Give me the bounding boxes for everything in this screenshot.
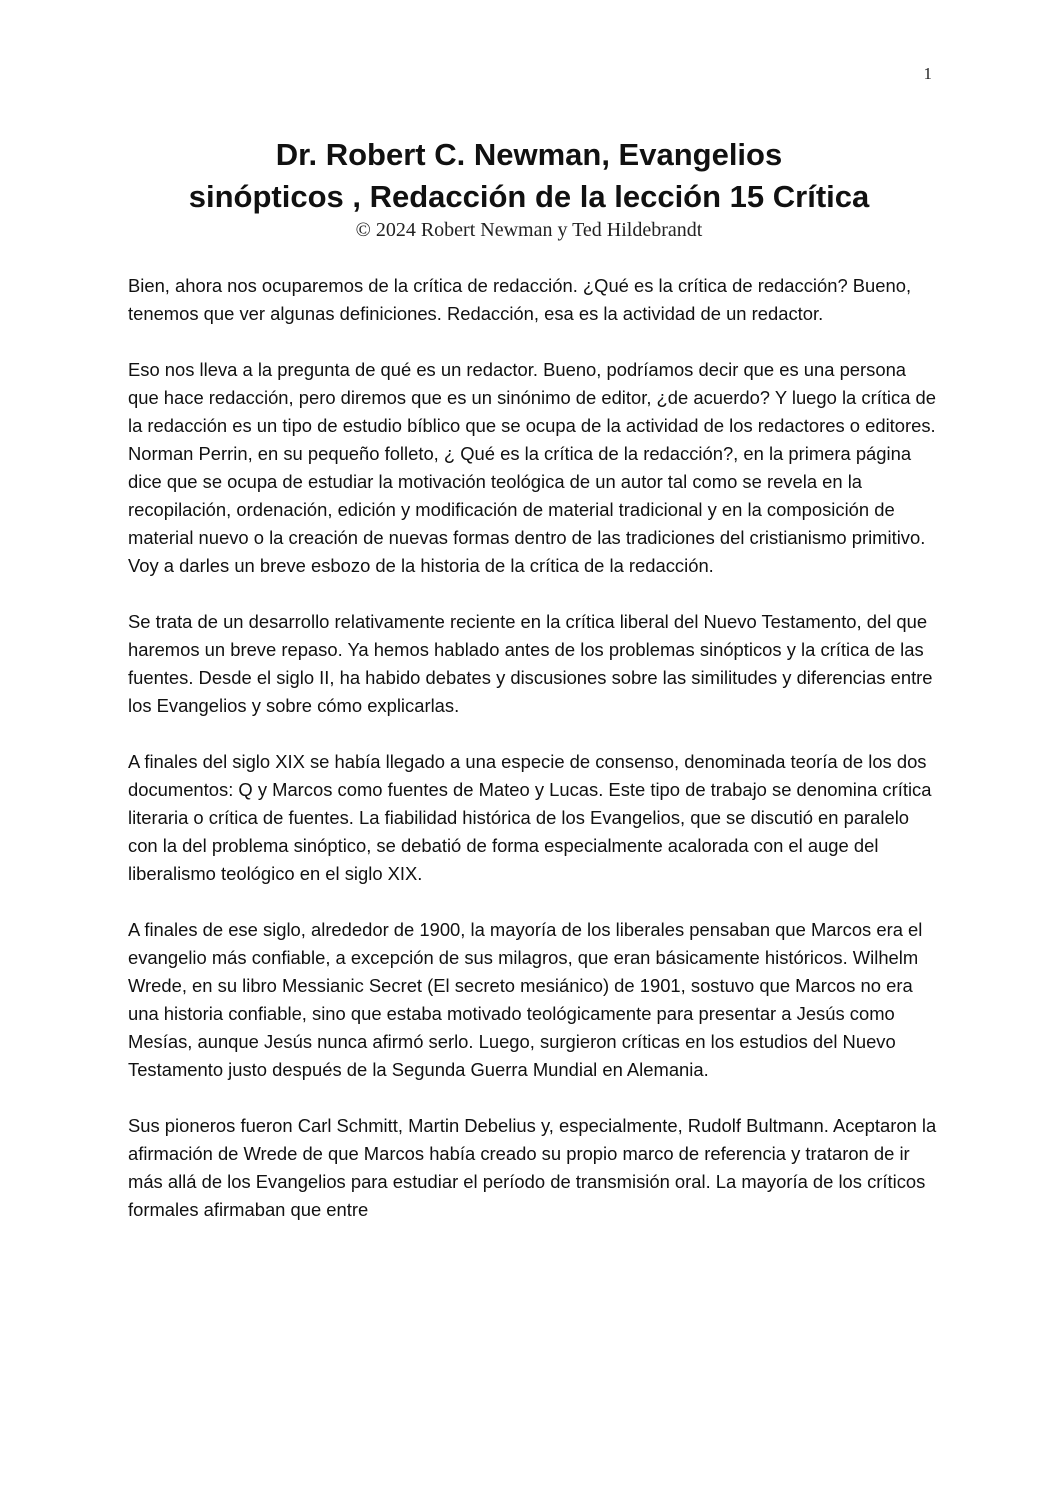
paragraph-6: Sus pioneros fueron Carl Schmitt, Martin Debelius y, especialmente, Rudolf Bultmann. Aceptaron la afirmación de Wrede de que Marcos había creado su propio marco de referencia y trataron de ir más allá de los Evangelios para estudiar el período de transmisión oral. La mayoría de los críticos formales afirmaban que entre [128, 1115, 937, 1220]
paragraph-2: Eso nos lleva a la pregunta de qué es un redactor. Bueno, podríamos decir que es una persona que hace redacción, pero diremos que es un sinónimo de editor, ¿de acuerdo? Y luego la crítica de la redacción es un tipo de estudio bíblico que se ocupa de la actividad de los redactores o editores. Norman Perrin, en su pequeño folleto, ¿ Qué es la crítica de la redacción?, en la primera página dice que se ocupa de estudiar la motivación teológica de un autor tal como se revela en la recopilación, ordenación, edición y modificación de material tradicional y en la composición de material nuevo o la creación de nuevas formas dentro de las tradiciones del cristianismo primitivo. Voy a darles un breve esbozo de la historia de la crítica de la redacción. [128, 359, 937, 576]
body-text [128, 272, 938, 1252]
paragraph-4: A finales del siglo XIX se había llegado a una especie de consenso, denominada teoría de los dos documentos: Q y Marcos como fuentes de Mateo y Lucas. Este tipo de trabajo se denomina crítica literaria o crítica de fuentes. La fiabilidad histórica de los Evangelios, que se discutió en paralelo con la del problema sinóptico, se debatió de forma especialmente acalorada con el auge del liberalismo teológico en el siglo XIX. [128, 751, 932, 884]
paragraph-1: Bien, ahora nos ocuparemos de la crítica de redacción. ¿Qué es la crítica de redacción? Bueno, tenemos que ver algunas definiciones. Redacción, esa es la actividad de un redactor. [128, 275, 912, 324]
copyright-line: © 2024 Robert Newman y Ted Hildebrandt [355, 219, 703, 241]
title-line-2: sinópticos , Redacción de la lección 15 Crítica [188, 179, 870, 214]
paragraph-3: Se trata de un desarrollo relativamente reciente en la crítica liberal del Nuevo Testamento, del que haremos un breve repaso. Ya hemos hablado antes de los problemas sinópticos y la crítica de las fuentes. Desde el siglo II, ha habido debates y discusiones sobre las similitudes y diferencias entre los Evangelios y sobre cómo explicarlas. [128, 611, 933, 716]
page-number: 1 [923, 64, 932, 83]
title-line-1: Dr. Robert C. Newman, Evangelios [275, 137, 783, 172]
document-title [100, 134, 958, 218]
paragraph-5: A finales de ese siglo, alrededor de 1900, la mayoría de los liberales pensaban que Marcos era el evangelio más confiable, a excepción de sus milagros, que eran básicamente históricos. Wilhelm Wrede, en su libro Messianic Secret (El secreto mesiánico) de 1901, sostuvo que Marcos no era una historia confiable, sino que estaba motivado teológicamente para presentar a Jesús como Mesías, aunque Jesús nunca afirmó serlo. Luego, surgieron críticas en los estudios del Nuevo Testamento justo después de la Segunda Guerra Mundial en Alemania. [128, 919, 923, 1080]
document-header [100, 134, 958, 242]
